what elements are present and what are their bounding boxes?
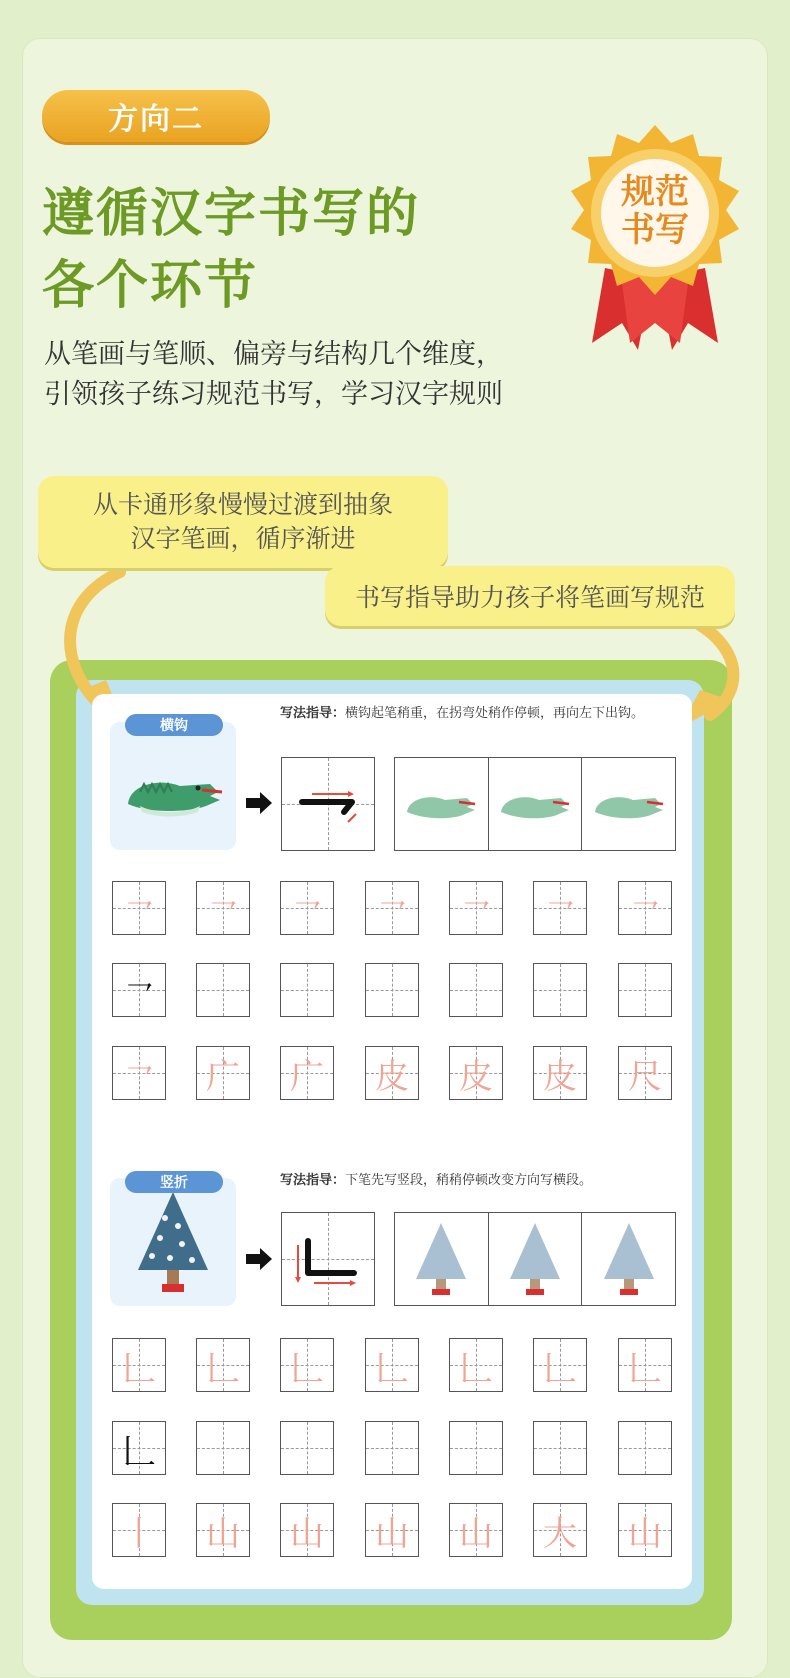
practice-cell[interactable] <box>618 963 672 1017</box>
callout-writing-guide: 书写指导助力孩子将笔画写规范 <box>325 566 735 626</box>
trace-cell[interactable] <box>112 1503 166 1557</box>
trace-char: 山 <box>459 1513 493 1554</box>
stroke-name-badge: 横钩 <box>125 714 223 736</box>
practice-cell[interactable] <box>533 1421 587 1475</box>
trace-cell[interactable] <box>365 1503 419 1557</box>
practice-example-char: 𠃊 <box>122 1431 156 1472</box>
trace-char: 𠃊 <box>290 1348 324 1389</box>
trace-cell[interactable] <box>449 1503 503 1557</box>
picture-trace-cell <box>489 758 583 850</box>
trace-char: 广 <box>290 1056 324 1097</box>
trace-cell[interactable] <box>449 1046 503 1100</box>
practice-cell[interactable] <box>449 963 503 1017</box>
trace-cell[interactable] <box>618 1503 672 1557</box>
trace-char: ㇖ <box>628 891 662 932</box>
stroke-demo-icon <box>282 758 376 852</box>
practice-cell[interactable] <box>618 1421 672 1475</box>
crocodile-trace-icon <box>589 774 669 834</box>
subtitle <box>44 335 503 415</box>
trace-cell[interactable] <box>196 1046 250 1100</box>
trace-cell[interactable] <box>112 881 166 935</box>
picture-trace-strip <box>394 1212 676 1306</box>
practice-cell[interactable] <box>112 963 166 1017</box>
guide-label: 写法指导： <box>280 706 346 721</box>
subtitle-line-2: 引领孩子练习规范书写，学习汉字规则 <box>44 379 503 410</box>
trace-char: ㇖ <box>375 891 409 932</box>
trace-cell[interactable] <box>533 881 587 935</box>
picture-trace-cell <box>395 758 489 850</box>
callout1-line-1: 从卡通形象慢慢过渡到抽象 <box>92 490 393 519</box>
trace-char: 𠃊 <box>459 1348 493 1389</box>
tree-trace-icon <box>406 1217 476 1301</box>
trace-cell[interactable] <box>112 1338 166 1392</box>
trace-cell[interactable] <box>196 1503 250 1557</box>
trace-cell[interactable] <box>280 1338 334 1392</box>
subtitle-line-1: 从笔画与笔顺、偏旁与结构几个维度， <box>44 339 503 370</box>
writing-guide <box>280 1170 680 1192</box>
page-title <box>42 178 420 322</box>
trace-char: ㇖ <box>290 891 324 932</box>
picture-trace-cell <box>582 1213 675 1305</box>
callout-cartoon-to-abstract <box>38 476 448 568</box>
tree-icon <box>110 1178 236 1306</box>
badge-line-2: 书写 <box>621 210 689 250</box>
trace-char: ㇖ <box>206 891 240 932</box>
trace-cell[interactable] <box>449 1338 503 1392</box>
trace-char: 皮 <box>459 1056 493 1097</box>
trace-char: 山 <box>290 1513 324 1554</box>
practice-cell[interactable] <box>280 1421 334 1475</box>
practice-cell[interactable] <box>449 1421 503 1475</box>
crocodile-picture-box <box>110 722 236 850</box>
trace-char: 山 <box>375 1513 409 1554</box>
tree-picture-box <box>110 1178 236 1306</box>
tree-trace-icon <box>594 1217 664 1301</box>
trace-char: ㇖ <box>122 1056 156 1097</box>
trace-char: 𠃊 <box>628 1348 662 1389</box>
guide-text: 横钩起笔稍重，在拐弯处稍作停顿，再向左下出钩。 <box>345 706 645 721</box>
picture-trace-strip <box>394 757 676 851</box>
right-arrow-icon <box>246 1248 272 1270</box>
trace-char: 广 <box>206 1056 240 1097</box>
trace-cell[interactable] <box>618 1338 672 1392</box>
trace-char: 丨 <box>122 1513 156 1554</box>
picture-trace-cell <box>582 758 675 850</box>
practice-cell[interactable] <box>112 1421 166 1475</box>
trace-char: 大 <box>543 1513 577 1554</box>
stroke-demo-cell <box>281 1212 375 1306</box>
callout1-line-2: 汉字笔画，循序渐进 <box>130 524 356 553</box>
practice-cell[interactable] <box>365 963 419 1017</box>
trace-cell[interactable] <box>280 1046 334 1100</box>
practice-cell[interactable] <box>196 1421 250 1475</box>
trace-cell[interactable] <box>533 1503 587 1557</box>
trace-char: 𠃊 <box>543 1348 577 1389</box>
trace-cell[interactable] <box>618 881 672 935</box>
trace-cell[interactable] <box>196 881 250 935</box>
trace-char: ㇖ <box>122 891 156 932</box>
guide-text: 下笔先写竖段，稍稍停顿改变方向写横段。 <box>345 1173 593 1188</box>
trace-char: 𠃊 <box>122 1348 156 1389</box>
trace-cell[interactable] <box>196 1338 250 1392</box>
trace-cell[interactable] <box>365 881 419 935</box>
trace-char: 山 <box>206 1513 240 1554</box>
stroke-name-badge: 竖折 <box>125 1171 223 1193</box>
trace-char: 尺 <box>628 1056 662 1097</box>
trace-char: 皮 <box>543 1056 577 1097</box>
title-line-1: 遵循汉字书写的 <box>42 184 421 244</box>
practice-cell[interactable] <box>533 963 587 1017</box>
practice-cell[interactable] <box>196 963 250 1017</box>
trace-char: 皮 <box>375 1056 409 1097</box>
trace-cell[interactable] <box>365 1046 419 1100</box>
crocodile-icon <box>110 722 236 850</box>
crocodile-trace-icon <box>401 774 481 834</box>
crocodile-trace-icon <box>495 774 575 834</box>
trace-cell[interactable] <box>533 1046 587 1100</box>
trace-cell[interactable] <box>533 1338 587 1392</box>
trace-char: 𠃊 <box>375 1348 409 1389</box>
guide-label: 写法指导： <box>280 1173 346 1188</box>
trace-cell[interactable] <box>365 1338 419 1392</box>
award-badge-icon <box>560 118 750 368</box>
title-line-2: 各个环节 <box>42 256 259 316</box>
trace-cell[interactable] <box>280 881 334 935</box>
trace-cell[interactable] <box>449 881 503 935</box>
trace-char: 山 <box>628 1513 662 1554</box>
trace-char: ㇖ <box>543 891 577 932</box>
tree-trace-icon <box>500 1217 570 1301</box>
badge-line-1: 规范 <box>621 172 689 212</box>
trace-cell[interactable] <box>280 1503 334 1557</box>
section-pill: 方向二 <box>42 90 270 142</box>
practice-example-char: ㇖ <box>122 973 156 1014</box>
picture-trace-cell <box>395 1213 489 1305</box>
trace-char: ㇖ <box>459 891 493 932</box>
practice-cell[interactable] <box>280 963 334 1017</box>
trace-cell[interactable] <box>618 1046 672 1100</box>
stroke-demo-icon <box>282 1213 376 1307</box>
trace-char: 𠃊 <box>206 1348 240 1389</box>
right-arrow-icon <box>246 792 272 814</box>
writing-guide <box>280 703 680 725</box>
trace-cell[interactable] <box>112 1046 166 1100</box>
stroke-demo-cell <box>281 757 375 851</box>
picture-trace-cell <box>489 1213 583 1305</box>
practice-cell[interactable] <box>365 1421 419 1475</box>
